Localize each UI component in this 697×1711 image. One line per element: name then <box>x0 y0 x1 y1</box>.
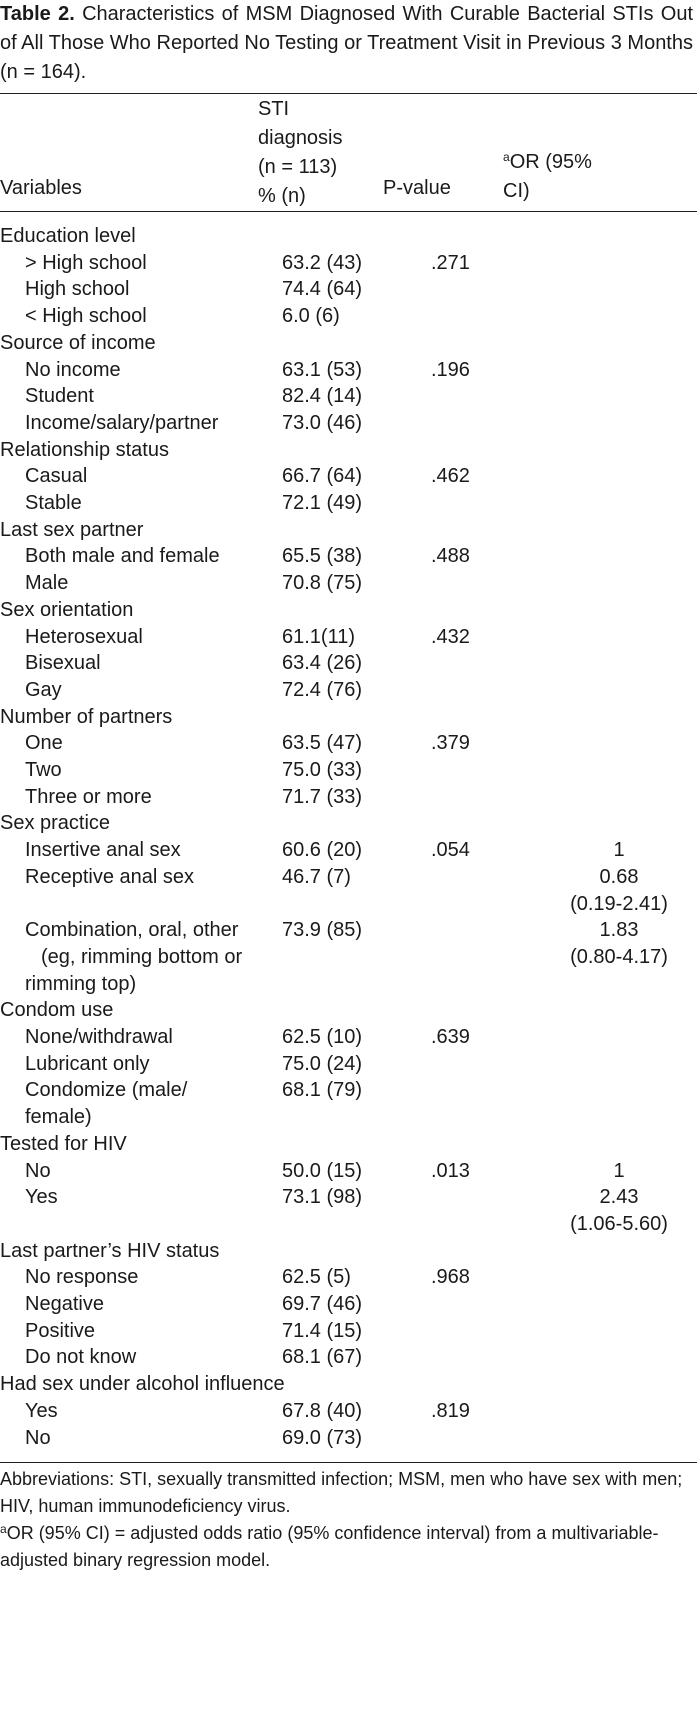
sti-diagnosis-cell: 65.5 (38) <box>282 545 363 568</box>
variable-cell: Receptive anal sex <box>25 865 194 888</box>
variable-cell: No <box>25 1426 51 1449</box>
table-row <box>0 275 697 304</box>
table-caption-text: Characteristics of MSM Diagnosed With Curable Bacterial STIs Out of All Those Who Reported No Testing or Treatment Visit in Previous 3 Months (n = 164). <box>0 3 694 83</box>
variable-cell: Source of income <box>0 331 156 354</box>
variable-cell: Male <box>25 572 69 595</box>
group-header-row <box>0 809 697 838</box>
table-row <box>0 462 697 491</box>
sti-diagnosis-cell: 67.8 (40) <box>282 1399 363 1422</box>
table-row <box>0 1157 697 1186</box>
table-row <box>0 943 697 972</box>
table-row <box>0 1290 697 1319</box>
table-row <box>0 1397 697 1426</box>
variable-cell: > High school <box>25 251 147 274</box>
variable-cell: Condomize (male/ <box>25 1079 188 1102</box>
sti-diagnosis-cell: 68.1 (79) <box>282 1079 363 1102</box>
variable-cell: Yes <box>25 1399 58 1422</box>
variable-cell: < High school <box>25 305 147 328</box>
variable-cell: Last partner’s HIV status <box>0 1239 220 1262</box>
variable-cell: Negative <box>25 1293 104 1315</box>
header-rule <box>0 211 697 212</box>
variable-cell: Combination, oral, other <box>25 919 239 942</box>
aor-cell: 2.43 <box>599 1186 639 1209</box>
variable-cell: Sex practice <box>0 812 111 835</box>
variable-cell: No response <box>25 1266 139 1289</box>
sti-diagnosis-cell: 71.4 (15) <box>282 1319 363 1342</box>
sti-diagnosis-cell: 68.1 (67) <box>282 1346 363 1369</box>
variable-cell: No <box>25 1159 51 1182</box>
sti-diagnosis-cell: 75.0 (24) <box>282 1052 363 1075</box>
variable-cell: Stable <box>25 492 82 514</box>
table-caption <box>0 0 693 87</box>
table-row <box>0 649 697 678</box>
variable-cell: Student <box>25 385 94 408</box>
p-value-cell: .488 <box>431 545 470 568</box>
p-value-cell: .819 <box>431 1399 470 1422</box>
p-value-cell: .196 <box>431 358 470 381</box>
variable-cell: Had sex under alcohol influence <box>0 1373 285 1396</box>
table-row <box>0 1263 697 1292</box>
aor-cell: 1 <box>613 839 625 862</box>
variable-cell: Last sex partner <box>0 518 144 541</box>
sti-diagnosis-cell: 63.4 (26) <box>282 652 363 675</box>
footnote-abbreviations: Abbreviations: STI, sexually transmitted infection; MSM, men who have sex with men; HIV, human immunodeficiency virus. <box>0 1469 683 1516</box>
table-row <box>0 382 697 411</box>
table-row <box>0 890 697 919</box>
sti-diagnosis-cell: 62.5 (5) <box>282 1266 351 1289</box>
table-row <box>0 623 697 652</box>
p-value-cell: .639 <box>431 1026 470 1048</box>
variable-cell: None/withdrawal <box>25 1026 173 1048</box>
sti-diagnosis-cell: 73.9 (85) <box>282 919 363 942</box>
table-row <box>0 863 697 892</box>
variable-cell: rimming top) <box>25 972 137 995</box>
table-row <box>0 1424 697 1453</box>
header-aor: $^a$OR (95% CI) <box>503 150 592 202</box>
top-rule <box>0 93 697 94</box>
aor-cell: (1.06-5.60) <box>570 1212 668 1235</box>
variable-cell: Income/salary/partner <box>25 411 219 434</box>
sti-diagnosis-cell: 66.7 (64) <box>282 465 363 488</box>
variable-cell: Condom use <box>0 999 114 1022</box>
sti-diagnosis-cell: 72.1 (49) <box>282 492 363 514</box>
aor-cell: (0.19-2.41) <box>570 892 668 915</box>
variable-cell: Do not know <box>25 1346 137 1369</box>
table-row <box>0 916 697 945</box>
variable-cell: High school <box>25 278 130 301</box>
sti-diagnosis-cell: 75.0 (33) <box>282 759 363 781</box>
bottom-rule <box>0 1462 697 1463</box>
group-header-row <box>0 1237 697 1266</box>
sti-diagnosis-cell: 74.4 (64) <box>282 278 363 301</box>
table-label: Table 2. <box>0 3 75 25</box>
sti-diagnosis-cell: 46.7 (7) <box>282 865 351 888</box>
table-row <box>0 409 697 438</box>
variable-cell: Lubricant only <box>25 1052 150 1075</box>
group-header-row <box>0 516 697 545</box>
variable-cell: Two <box>25 759 62 781</box>
variable-cell: Heterosexual <box>25 625 143 648</box>
table-row <box>0 1103 697 1132</box>
variable-cell: Both male and female <box>25 545 220 568</box>
sti-diagnosis-cell: 69.7 (46) <box>282 1293 363 1315</box>
table-row <box>0 489 697 518</box>
group-header-row <box>0 222 697 251</box>
sti-diagnosis-cell: 62.5 (10) <box>282 1026 363 1048</box>
variable-cell: (eg, rimming bottom or <box>41 945 243 968</box>
table-row <box>0 756 697 785</box>
table-row <box>0 1210 697 1239</box>
variable-cell: Gay <box>25 678 62 701</box>
p-value-cell: .054 <box>431 839 470 862</box>
sti-diagnosis-cell: 60.6 (20) <box>282 839 363 862</box>
table-row <box>0 569 697 598</box>
footnote-aor: $^a$OR (95% CI) = adjusted odds ratio (95% confidence interval) from a multivariable-adjusted binary regression model. <box>0 1522 659 1570</box>
table-row <box>0 1317 697 1346</box>
variable-cell: Number of partners <box>0 705 173 728</box>
group-header-row <box>0 329 697 358</box>
variable-cell: Three or more <box>25 785 152 808</box>
variable-cell: Tested for HIV <box>0 1132 127 1155</box>
sti-diagnosis-cell: 82.4 (14) <box>282 385 363 408</box>
variable-cell: Relationship status <box>0 438 169 461</box>
table-row <box>0 1023 697 1052</box>
sti-diagnosis-cell: 63.2 (43) <box>282 251 363 274</box>
table-row <box>0 1076 697 1105</box>
variable-cell: One <box>25 732 63 755</box>
p-value-cell: .271 <box>431 251 470 274</box>
sti-diagnosis-cell: 63.1 (53) <box>282 358 363 381</box>
sti-diagnosis-cell: 6.0 (6) <box>282 305 340 328</box>
variable-cell: Insertive anal sex <box>25 839 181 862</box>
table-row <box>0 356 697 385</box>
header-sti-diagnosis: STI diagnosis (n = 113) % (n) <box>258 98 343 207</box>
variable-cell: Yes <box>25 1186 58 1209</box>
table-row <box>0 302 697 331</box>
header-variables: Variables <box>0 177 82 199</box>
group-header-row <box>0 436 697 465</box>
p-value-cell: .379 <box>431 732 470 755</box>
variable-cell: Education level <box>0 225 136 247</box>
sti-diagnosis-cell: 72.4 (76) <box>282 678 363 701</box>
p-value-cell: .462 <box>431 465 470 488</box>
p-value-cell: .013 <box>431 1159 470 1182</box>
aor-cell: 1.83 <box>599 919 639 942</box>
table-row <box>0 970 697 999</box>
variable-cell: female) <box>25 1106 92 1129</box>
sti-diagnosis-cell: 71.7 (33) <box>282 785 363 808</box>
group-header-row <box>0 1370 697 1399</box>
sti-diagnosis-cell: 73.0 (46) <box>282 411 363 434</box>
aor-cell: 0.68 <box>599 865 639 888</box>
variable-cell: Sex orientation <box>0 598 134 621</box>
group-header-row <box>0 703 697 732</box>
sti-diagnosis-cell: 69.0 (73) <box>282 1426 363 1449</box>
table-row <box>0 1343 697 1372</box>
sti-diagnosis-cell: 61.1(11) <box>282 625 356 648</box>
table-row <box>0 783 697 812</box>
aor-cell: 1 <box>613 1159 625 1182</box>
table-row <box>0 729 697 758</box>
variable-cell: Positive <box>25 1319 96 1342</box>
group-header-row <box>0 996 697 1025</box>
aor-cell: (0.80-4.17) <box>570 945 668 968</box>
sti-diagnosis-cell: 73.1 (98) <box>282 1186 363 1209</box>
variable-cell: Casual <box>25 465 88 488</box>
table-row <box>0 249 697 278</box>
group-header-row <box>0 596 697 625</box>
sti-diagnosis-cell: 70.8 (75) <box>282 572 363 595</box>
table-row <box>0 1183 697 1212</box>
sti-diagnosis-cell: 63.5 (47) <box>282 732 363 755</box>
table-row <box>0 1050 697 1079</box>
table-row <box>0 676 697 705</box>
variable-cell: No income <box>25 358 121 381</box>
group-header-row <box>0 1130 697 1159</box>
p-value-cell: .968 <box>431 1266 470 1289</box>
p-value-cell: .432 <box>431 625 470 648</box>
header-p-value: P-value <box>383 177 451 199</box>
variable-cell: Bisexual <box>25 652 101 675</box>
table-row <box>0 836 697 865</box>
table-row <box>0 542 697 571</box>
sti-diagnosis-cell: 50.0 (15) <box>282 1159 363 1182</box>
